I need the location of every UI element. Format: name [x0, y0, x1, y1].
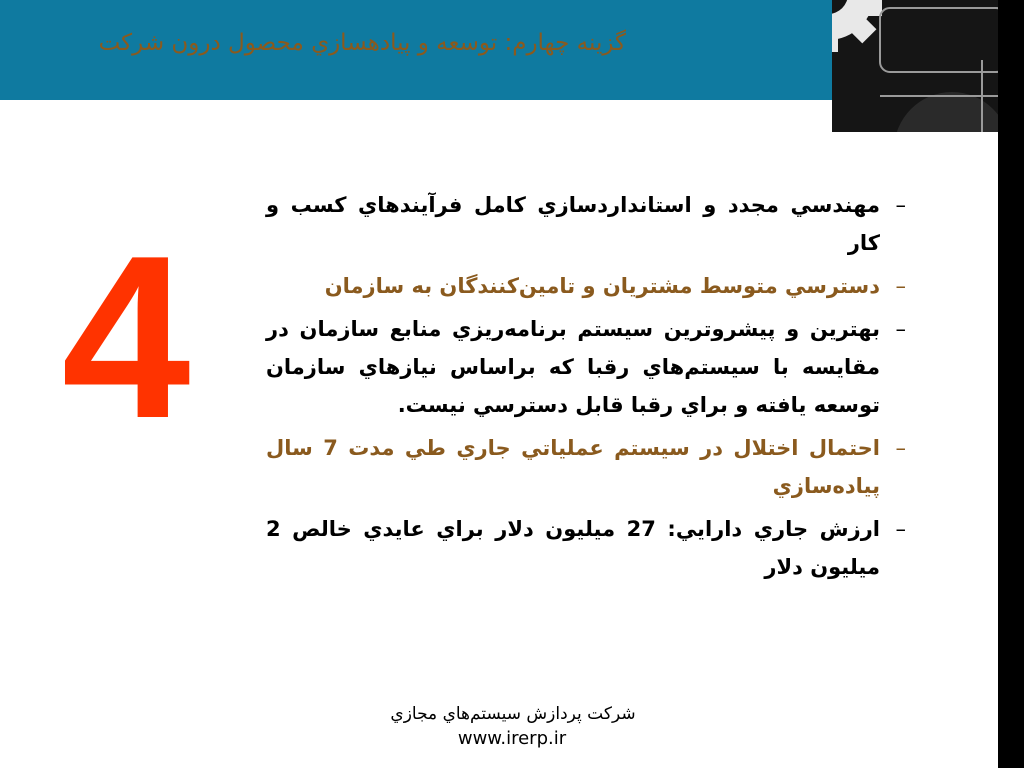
footer-company-name: شركت پردازش سيستم‌هاي مجازي: [390, 704, 636, 724]
gear-decoration: [832, 0, 998, 132]
bullet-text: دسترسي متوسط مشتريان و تامين‌كنندگان به سازمان: [324, 274, 880, 298]
slide-title: گزينه چهارم: توسعه و پيادهسازي محصول درون شركت: [98, 30, 626, 56]
bullet-marker: –: [895, 193, 906, 217]
footer-url-link[interactable]: www.irerp.ir: [457, 728, 567, 749]
bullet-text: ارزش جاري دارايي: 27 ميليون دلار براي عايدي خالص 2 ميليون دلار: [266, 517, 881, 579]
bullet-marker: –: [895, 517, 906, 541]
list-item: [266, 186, 906, 262]
list-item: [266, 510, 906, 586]
option-number: 4: [61, 208, 191, 467]
bullet-marker: –: [895, 274, 906, 298]
header-band: [0, 0, 832, 100]
footer: [0, 704, 1024, 749]
bullet-text: بهترين و پيشروترين سيستم برنامه‌ريزي منابع سازمان در مقايسه با سيستم‌هاي رقبا كه براساس نيازهاي سازمان توسعه يافته و براي رقبا قابل دسترسي نيست.: [266, 317, 880, 417]
right-edge-strip: [998, 0, 1024, 768]
bullet-list: [266, 186, 906, 591]
gear-icon: [832, 0, 998, 132]
list-item: [266, 429, 906, 505]
list-item: [266, 310, 906, 424]
bullet-text: احتمال اختلال در سيستم عملياتي جاري طي مدت 7 سال پياده‌سازي: [266, 436, 880, 498]
bullet-marker: –: [895, 436, 906, 460]
list-item: [266, 267, 906, 305]
bullet-text: مهندسي مجدد و استانداردسازي كامل فرآيندهاي كسب و كار: [266, 193, 880, 255]
bullet-marker: –: [895, 317, 906, 341]
